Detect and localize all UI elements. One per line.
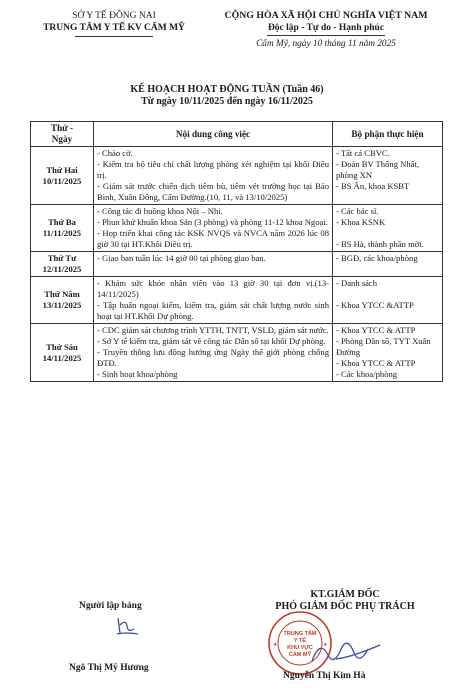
dept-item: - Các khoa/phòng [336,369,398,379]
dept-cell [333,277,443,324]
approver-title-2: PHÓ GIÁM ĐỐC PHỤ TRÁCH [275,601,415,612]
dept-cell [333,324,443,382]
table-header-row [31,122,443,147]
day-text: Thứ Sáu [46,341,78,352]
svg-text:Y TẾ: Y TẾ [293,638,307,644]
header-left-underline [75,36,153,37]
dept-cell [333,252,443,277]
svg-text:★: ★ [323,642,328,648]
header-right-underline [267,35,385,36]
approver-name: Nguyễn Thị Kim Hà [283,671,366,681]
table-row [31,277,443,324]
day-cell [31,277,94,324]
approver-signature [306,635,386,669]
content-item: - Kiểm tra bộ tiêu chí chất lượng phòng xét nghiệm tại khối Điều trị. [97,159,329,180]
day-text: Thứ Hai [46,164,78,175]
header-right [206,10,446,50]
dept-item: - Danh sách [336,278,378,288]
document-date: Cẩm Mỹ, ngày 10 tháng 11 năm 2025 [256,39,396,49]
organization-name: TRUNG TÂM Y TẾ KV CẨM MỸ [43,23,185,33]
content-cell [94,252,333,277]
content-item: - Sinh hoạt khoa/phòng [97,369,178,379]
table-row [31,147,443,205]
dept-item: - Đoàn BV Thống Nhất, phòng XN [336,159,419,180]
day-cell [31,252,94,277]
national-motto: Độc lập - Tự do - Hạnh phúc [267,23,385,33]
content-cell [94,277,333,324]
dept-item: - Khoa YTCC &ATTP [336,300,414,310]
svg-text:CẨM MỸ: CẨM MỸ [288,652,312,658]
day-cell [31,205,94,252]
dept-item: - BGĐ, các khoa/phòng [336,253,418,263]
content-item: - Công tác đi buồng khoa Nội – Nhi. [97,206,223,216]
dept-item: - Khoa YTCC & ATTP [336,325,416,335]
column-header-content: Nội dung công việc [94,122,333,147]
dept-item [336,228,439,239]
content-cell [94,147,333,205]
content-item: - Sở Y tế kiểm tra, giám sát về công tác Dân số tại khối Dự phòng. [97,336,326,346]
content-item: - Họp triển khai công tác KSK NVQS và NVCA năm 2026 lúc 08 giờ 30 tại HT.Khối Điều trị. [97,228,329,249]
dept-item: - BS Hà, thành phần mời. [336,239,424,249]
dept-item [336,289,439,300]
day-cell [31,147,94,205]
day-text: Thứ Ba [48,217,76,227]
column-header-day: Thứ - Ngày [31,122,94,147]
approver-title-1: KT.GIÁM ĐỐC [310,589,380,600]
schedule-table [30,121,443,382]
day-text: 10/11/2025 [42,175,82,186]
content-item: - Giao ban tuần lúc 14 giờ 00 tại phòng giao ban. [97,253,266,263]
content-item: - Khám sức khỏe nhân viên vào 13 giờ 30 tại đơn vị.(13-14/11/2025) [97,278,329,299]
day-text: 12/11/2025 [42,264,82,274]
content-item: - Tập huấn ngoại kiểm, kiểm tra, giám sát chất lượng nước sinh hoạt tại HT.Khối Dự phòng. [97,300,329,321]
dept-cell [333,147,443,205]
dept-item: - Khoa KSNK [336,217,386,227]
table-row [31,324,443,382]
svg-text:TRUNG TÂM: TRUNG TÂM [283,631,317,637]
day-text: 13/11/2025 [42,300,82,310]
column-header-dept: Bộ phận thực hiện [333,122,443,147]
day-text: 11/11/2025 [42,228,82,238]
dept-item: - Các bác sĩ. [336,206,379,216]
content-cell [94,324,333,382]
svg-text:★: ★ [273,642,278,648]
department-name: SỞ Y TẾ ĐỒNG NAI [72,11,156,21]
dept-item: - BS Ân, khoa KSBT [336,181,410,191]
document-title: KẾ HOẠCH HOẠT ĐỘNG TUẦN (Tuần 46) [130,84,324,95]
content-item: - Giám sát trước chiến dịch tiêm bù, tiêm vét trường học tại Bảo Bình, Xuân Đông, Cẩm Đường.(10, 11, và 13/10/2025) [97,181,329,202]
content-item: - Phun khử khuẩn khoa Sản (3 phòng) và phòng 11-12 khoa Ngoại. [97,217,328,227]
content-item: - Chào cờ. [97,148,133,158]
day-cell [31,324,94,382]
preparer-signature [114,615,140,637]
table-row [31,252,443,277]
content-item: - Truyền thông lưu động hưởng ứng Ngày thế giới phòng chống ĐTĐ. [97,347,329,368]
dept-cell [333,205,443,252]
day-text: Thứ Tư [47,253,77,263]
dept-item: - Tất cả CBVC. [336,148,390,158]
dept-item: - Khoa YTCC & ATTP [336,358,416,368]
header-left [14,10,214,37]
preparer-title: Người lập bảng [79,601,142,611]
document-subtitle: Từ ngày 10/11/2025 đến ngày 16/11/2025 [141,96,313,107]
table-row [31,205,443,252]
content-item: - CDC giám sát chương trình YTTH, TNTT, VSLĐ, giám sát nước. [97,325,329,335]
dept-item: - Phòng Dân số, TYT Xuân Đường [336,336,431,357]
national-title: CỘNG HÒA XÃ HỘI CHỦ NGHĨA VIỆT NAM [224,10,428,21]
day-text: 14/11/2025 [42,352,82,363]
preparer-name: Ngô Thị Mỹ Hương [69,663,149,673]
day-text: Thứ Năm [44,289,80,299]
svg-text:KHU VỰC: KHU VỰC [287,645,313,651]
content-cell [94,205,333,252]
